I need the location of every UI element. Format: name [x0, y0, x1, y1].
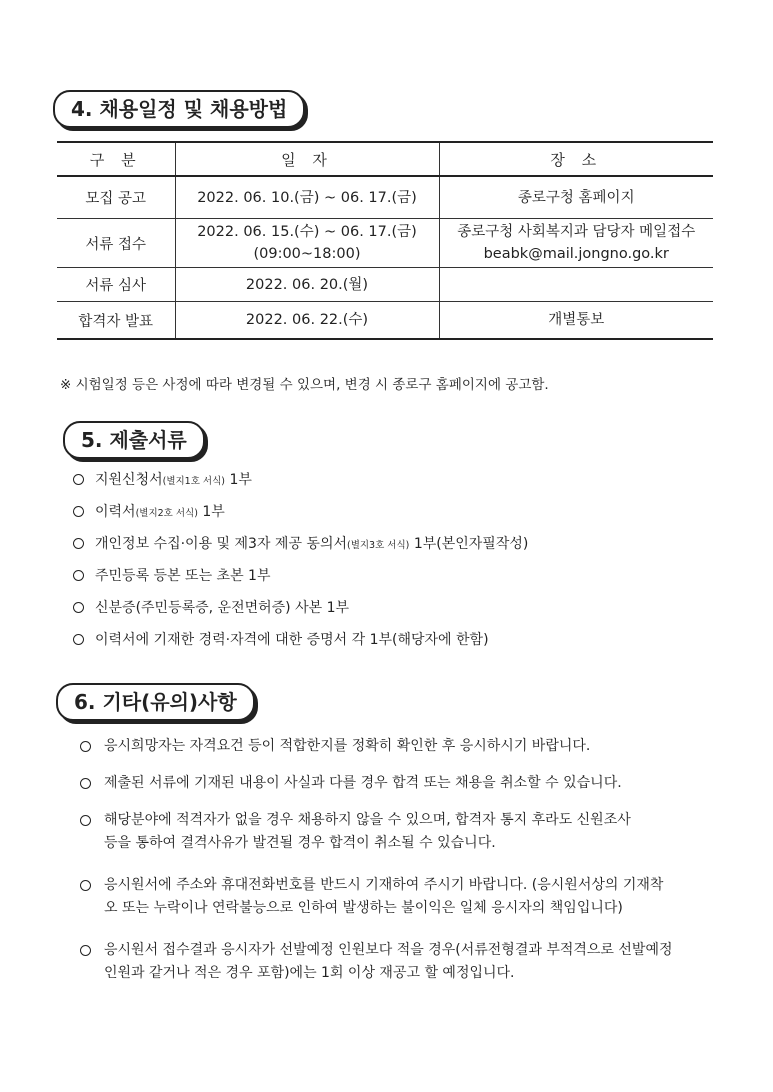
table-header-row — [57, 142, 713, 176]
row-place — [439, 268, 713, 302]
list-item: 응시원서 접수결과 응시자가 선발예정 인원보다 적을 경우(서류전형결과 부적격으로 선발예정 인원과 같거나 적은 경우 포함)에는 1회 이상 재공고 할 예정입니다. — [80, 939, 720, 1004]
schedule-note: ※ 시험일정 등은 사정에 따라 변경될 수 있으며, 변경 시 종로구 홈페이지에 공고함. — [60, 377, 549, 393]
circle-bullet-icon — [80, 945, 91, 956]
circle-bullet-icon — [73, 506, 84, 517]
circle-bullet-icon — [80, 741, 91, 752]
list-item: 신분증(주민등록증, 운전면허증) 사본 1부 — [73, 598, 528, 630]
row-category: 서류 접수 — [57, 219, 175, 268]
section-4-title: 4. 채용일정 및 채용방법 — [71, 97, 288, 121]
schedule-table — [57, 141, 713, 340]
section-5-title: 5. 제출서류 — [81, 428, 187, 452]
row-date: 2022. 06. 10.(금) ~ 06. 17.(금) — [175, 176, 439, 219]
row-place: 종로구청 홈페이지 — [439, 176, 713, 219]
list-item: 이력서에 기재한 경력·자격에 대한 증명서 각 1부(해당자에 한함) — [73, 630, 528, 662]
documents-list — [73, 470, 528, 662]
section-5-heading — [63, 421, 205, 459]
list-item: 제출된 서류에 기재된 내용이 사실과 다를 경우 합격 또는 채용을 취소할 수 있습니다. — [80, 772, 720, 809]
contact-email: beabk@mail.jongno.go.kr — [483, 246, 669, 262]
row-date: 2022. 06. 20.(월) — [175, 268, 439, 302]
section-4-heading — [53, 90, 305, 128]
row-place: 개별통보 — [439, 302, 713, 340]
circle-bullet-icon — [73, 570, 84, 581]
circle-bullet-icon — [80, 815, 91, 826]
row-category: 모집 공고 — [57, 176, 175, 219]
row-category: 서류 심사 — [57, 268, 175, 302]
table-row — [57, 268, 713, 302]
row-place: 종로구청 사회복지과 담당자 메일접수 beabk@mail.jongno.go.kr — [439, 219, 713, 268]
row-date: 2022. 06. 15.(수) ~ 06. 17.(금) (09:00~18:00) — [175, 219, 439, 268]
row-category: 합격자 발표 — [57, 302, 175, 340]
list-item: 개인정보 수집·이용 및 제3자 제공 동의서(별지3호 서식) 1부(본인자필작성) — [73, 534, 528, 566]
list-item: 응시희망자는 자격요건 등이 적합한지를 정확히 확인한 후 응시하시기 바랍니다. — [80, 735, 720, 772]
list-item: 이력서(별지2호 서식) 1부 — [73, 502, 528, 534]
circle-bullet-icon — [73, 474, 84, 485]
header-place: 장 소 — [439, 142, 713, 176]
table-row — [57, 302, 713, 340]
table-row — [57, 176, 713, 219]
circle-bullet-icon — [73, 538, 84, 549]
list-item: 주민등록 등본 또는 초본 1부 — [73, 566, 528, 598]
header-date: 일 자 — [175, 142, 439, 176]
list-item: 해당분야에 적격자가 없을 경우 채용하지 않을 수 있으며, 합격자 통지 후라도 신원조사 등을 통하여 결격사유가 발견될 경우 합격이 취소될 수 있습니다. — [80, 809, 720, 874]
section-6-heading — [56, 683, 255, 721]
row-date: 2022. 06. 22.(수) — [175, 302, 439, 340]
header-category: 구 분 — [57, 142, 175, 176]
circle-bullet-icon — [80, 880, 91, 891]
section-6-title: 6. 기타(유의)사항 — [74, 690, 237, 714]
notes-list — [80, 735, 720, 1004]
table-row — [57, 219, 713, 268]
circle-bullet-icon — [80, 778, 91, 789]
list-item: 응시원서에 주소와 휴대전화번호를 반드시 기재하여 주시기 바랍니다. (응시원서상의 기재착 오 또는 누락이나 연락불능으로 인하여 발생하는 불이익은 일체 응시자의 책임입니다) — [80, 874, 720, 939]
circle-bullet-icon — [73, 602, 84, 613]
list-item: 지원신청서(별지1호 서식) 1부 — [73, 470, 528, 502]
circle-bullet-icon — [73, 634, 84, 645]
